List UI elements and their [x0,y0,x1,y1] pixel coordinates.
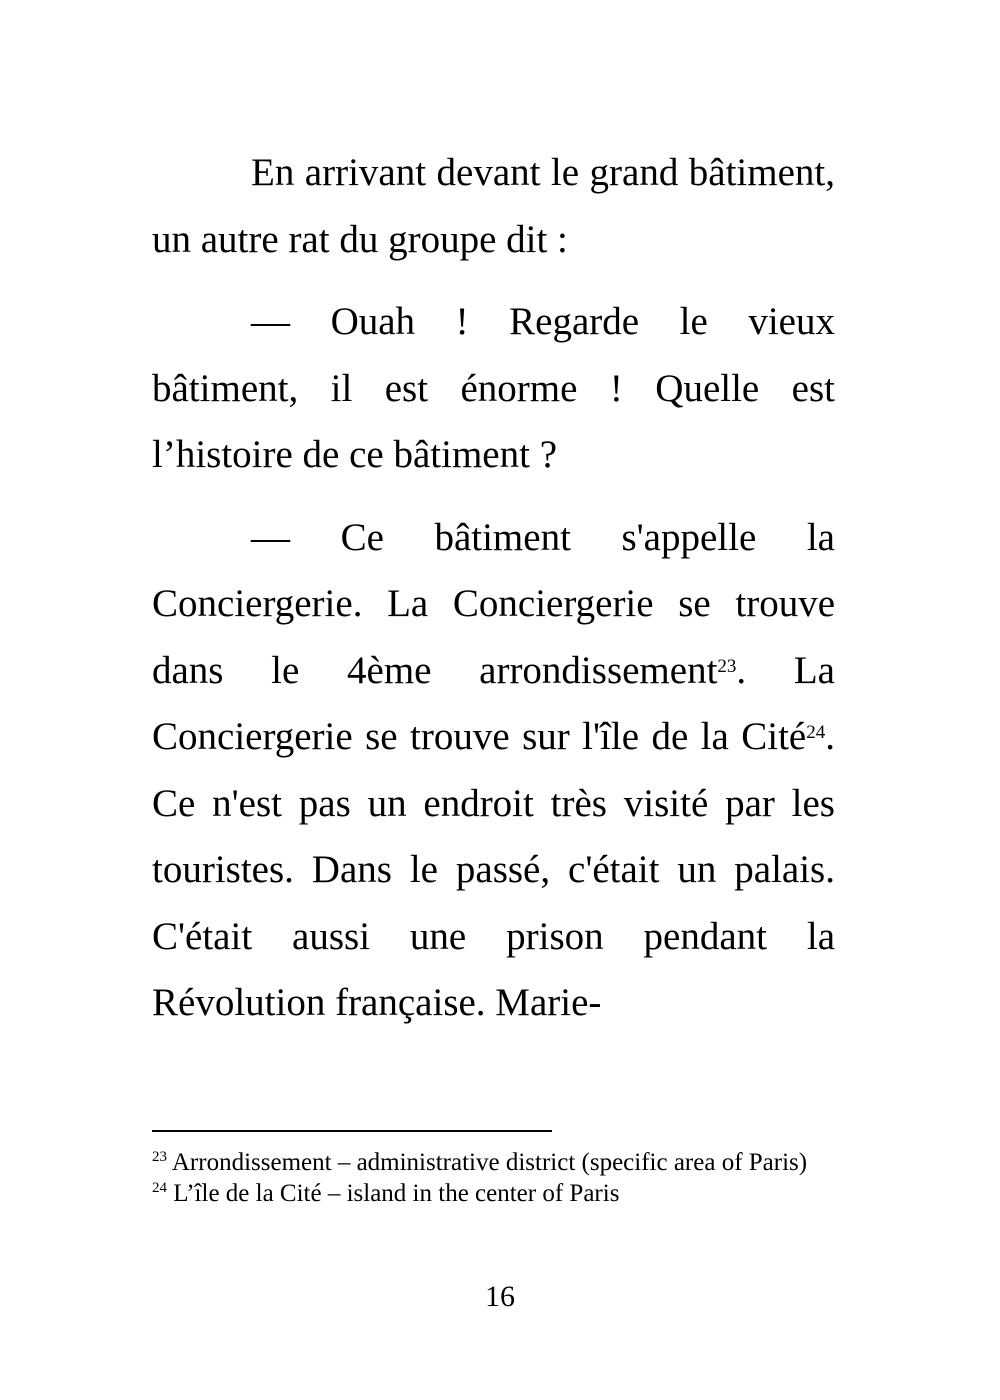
footnote-number: 23 [152,1149,167,1165]
footnote-reference-24: 24 [806,722,826,743]
body-text [152,140,835,1053]
footnote-23 [152,1147,832,1178]
paragraph-segment: — Ce bâtiment s'appelle la Conciergerie. La Conciergerie se trouve dans le 4ème arrondissement [152,515,835,692]
paragraph-dialogue-question: — Ouah ! Regarde le vieux bâtiment, il est énorme ! Quelle est l’histoire de ce bâtiment ? [152,300,835,476]
paragraph-conciergerie [152,505,835,1037]
page-number: 16 [485,1280,515,1313]
footnote-text: Arrondissement – administrative district (specific area of Paris) [171,1149,808,1176]
footnote-reference-23: 23 [717,655,737,677]
paragraph-segment: . La Conciergerie se trouve sur l'île de la Cité [152,648,835,758]
footnote-number: 24 [152,1180,167,1196]
footnote-separator [152,1130,552,1132]
paragraph-arrival: En arrivant devant le grand bâtiment, un autre rat du groupe dit : [152,151,835,261]
footnote-text: L’île de la Cité – island in the center of Paris [173,1180,620,1207]
footnote-24 [152,1178,832,1209]
footnotes [152,1147,832,1209]
paragraph-segment: . Ce n'est pas un endroit très visité par les touristes. Dans le passé, c'était un palais. C'était aussi une prison pendant la Révolution française. Marie- [152,715,835,1024]
